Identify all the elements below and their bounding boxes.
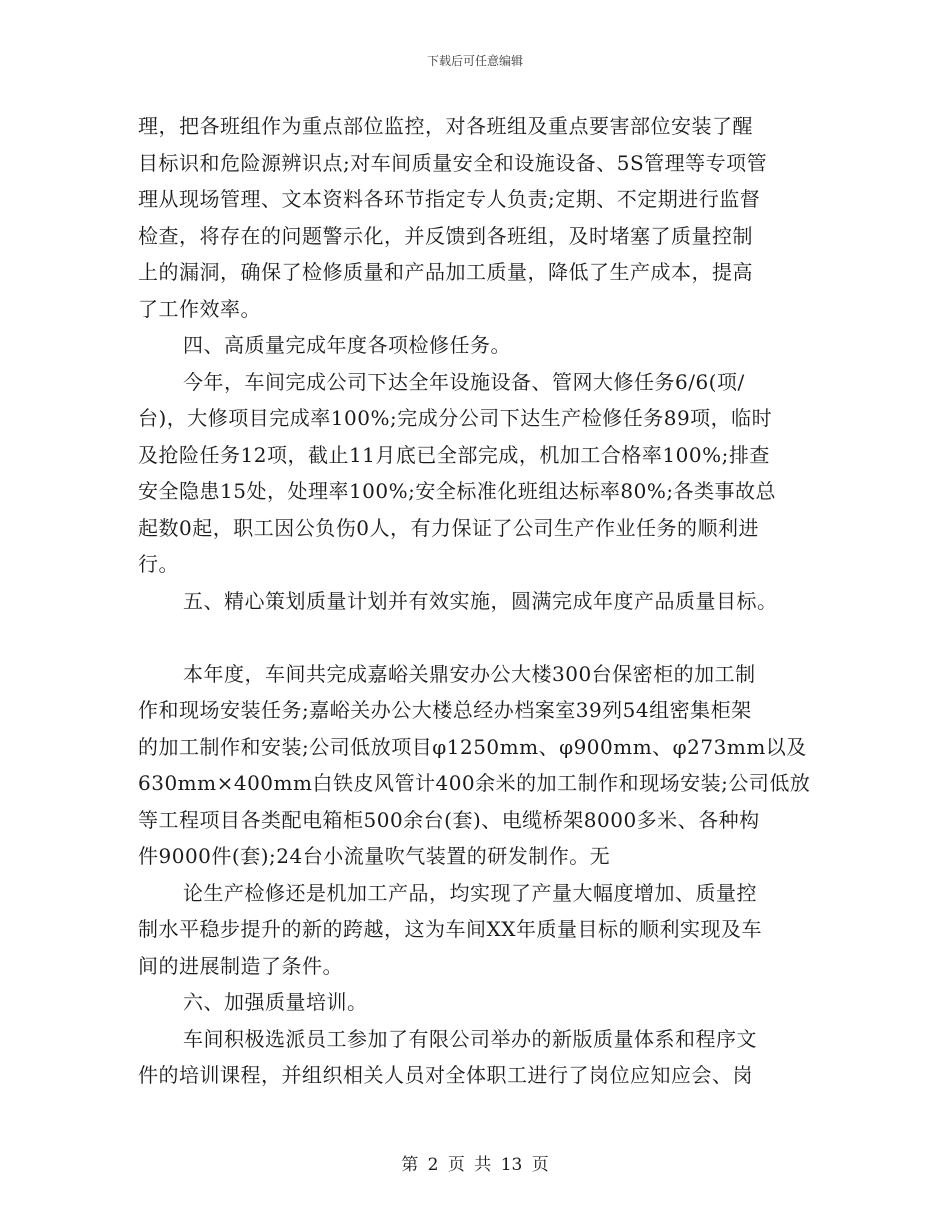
text-line: 本年度，车间共完成嘉峪关鼎安办公大楼300台保密柜的加工制 [183,661,756,686]
text-line: 了工作效率。 [138,296,261,321]
page-header: 下载后可任意编辑 [426,54,523,68]
section-heading: 六、加强质量培训。 [183,990,368,1014]
text-line: 630mm×400mm白铁皮风管计400余米的加工制作和现场安装;公司低放 [138,771,811,795]
text-line: 理，把各班组作为重点部位监控，对各班组及重点要害部位安装了醒 [138,114,753,138]
text-line: 行。 [138,552,179,576]
text-line: 作和现场安装任务;嘉峪关办公大楼总经办档案室39列54组密集柜架 [138,698,752,722]
text-line: 的加工制作和安装;公司低放项目φ1250mm、φ900mm、φ273mm以及 [138,734,807,759]
text-line: 起数0起，职工因公负伤0人，有力保证了公司生产作业任务的顺利进 [138,515,759,540]
text-line: 台)，大修项目完成率100%;完成分公司下达生产检修任务89项，临时 [138,406,773,430]
text-line: 车间积极选派员工参加了有限公司举办的新版质量体系和程序文 [183,1026,757,1051]
text-line: 等工程项目各类配电箱柜500余台(套)、电缆桥架8000多米、各种构 [138,807,760,832]
text-line: 及抢险任务12项，截止11月底已全部完成，机加工合格率100%;排查 [138,442,770,467]
text-line: 件的培训课程，并组织相关人员对全体职工进行了岗位应知应会、岗 [138,1063,753,1087]
text-line: 制水平稳步提升的新的跨越，这为车间XX年质量目标的顺利实现及车 [138,917,762,941]
document-body [138,108,810,1094]
text-line: 目标识和危险源辨识点;对车间质量安全和设施设备、5S管理等专项管 [138,150,768,175]
text-line: 上的漏洞，确保了检修质量和产品加工质量，降低了生产成本，提高 [138,260,753,284]
text-line: 理从现场管理、文本资料各环节指定专人负责;定期、不定期进行监督 [138,187,761,211]
text-line: 论生产检修还是机加工产品，均实现了产量大幅度增加、质量控 [183,880,757,905]
text-line: 今年，车间完成公司下达全年设施设备、管网大修任务6/6(项/ [183,369,745,394]
page-footer: 第 2 页 共 13 页 [401,1155,549,1175]
section-heading: 四、高质量完成年度各项检修任务。 [183,333,511,357]
section-heading: 五、精心策划质量计划并有效实施，圆满完成年度产品质量目标。 [183,588,778,613]
text-line: 间的进展制造了条件。 [138,953,343,978]
text-line: 检查，将存在的问题警示化，并反馈到各班组，及时堵塞了质量控制 [138,223,753,248]
text-line: 件9000件(套);24台小流量吹气装置的研发制作。无 [138,844,611,868]
text-line: 安全隐患15处，处理率100%;安全标准化班组达标率80%;各类事故总 [138,479,777,503]
